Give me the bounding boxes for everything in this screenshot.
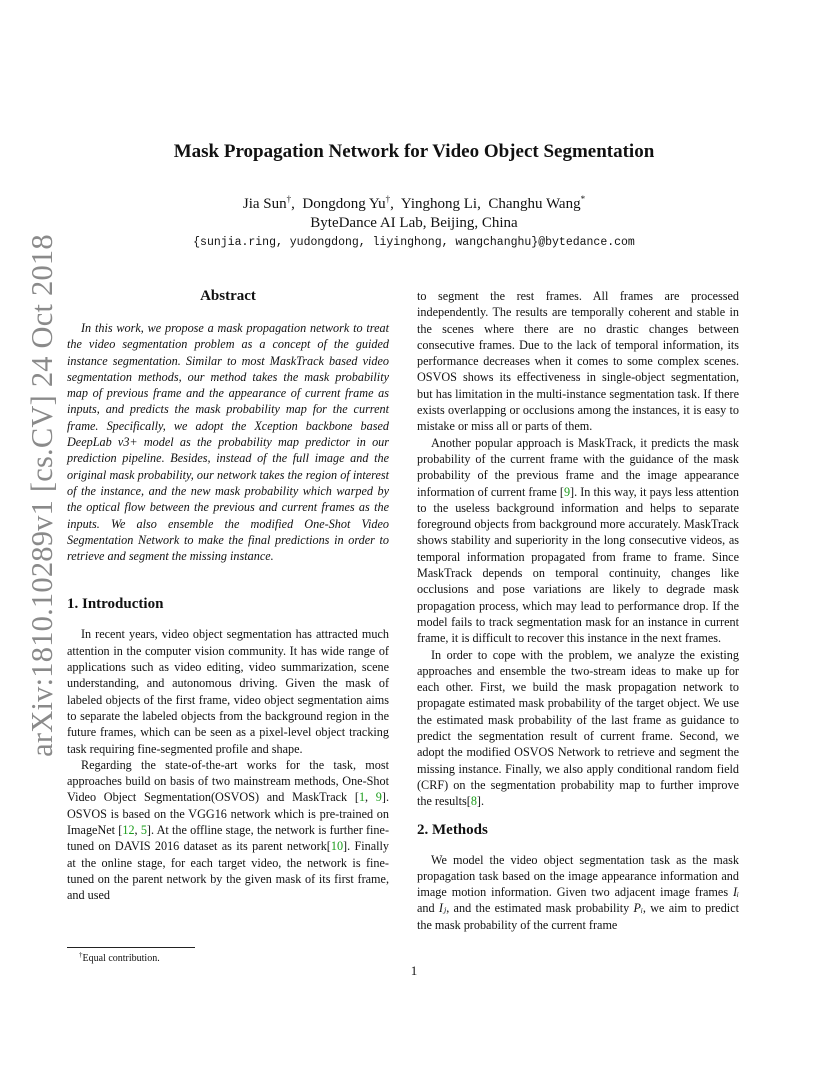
dagger-mark: † — [286, 194, 292, 204]
text-run: We model the video object segmentation task as the mask propagation task based on the image appearance information and image motion information. Given two adjacent image frames — [417, 852, 739, 900]
methods-paragraph-1 — [417, 852, 739, 933]
intro-paragraph-2 — [67, 757, 389, 904]
author-2: Dongdong Yu — [302, 196, 386, 212]
text-run: ]. OSVOS is based on the VGG16 network which is pre-trained on ImageNet [ — [67, 790, 389, 838]
text-run: Another popular approach is MaskTrack, it predicts the mask probability of the current frame with the guidance of the mask probability of the previous frame and the image appearance information of current frame [ — [417, 435, 739, 499]
text-run: , — [134, 823, 141, 838]
math-var: Iᵢ — [733, 885, 739, 900]
abstract-heading: Abstract — [200, 288, 256, 304]
text-run: , and the estimated mask probability — [446, 901, 634, 916]
citation-link[interactable]: 8 — [470, 794, 477, 809]
author-4: Changhu Wang — [488, 196, 581, 212]
text-run: In order to cope with the problem, we analyze the existing approaches and ensemble the two-stream ideas to make up for each other. First, we build the mask propagation network to propagate estimated mask probability of the target object. We use the estimated mask probability of the last frame as guidance to predict the segmentation result of current frame. Second, we adopt the modified OSVOS Network to retrieve and segment the missing instance. Finally, we also apply conditional random field (CRF) on the segmentation probability map to further improve the results[ — [417, 647, 739, 809]
dagger-mark: † — [385, 194, 391, 204]
math-var: Iⱼ — [438, 901, 447, 916]
author-emails: {sunjia.ring, yudongdong, liyinghong, wangchanghu}@bytedance.com — [193, 236, 635, 249]
citation-link[interactable]: 10 — [330, 839, 344, 854]
intro-paragraph-1: In recent years, video object segmentation has attracted much attention in the computer vision community. It has wide range of applications such as video editing, video summarization, scene understanding, and autonomous driving. Given the mask of labeled objects of the first frame, video object segmentation aims to separate the labeled objects from the background region in the future frames, which can be seen as a pixel-level object tracking task requiring fine-segmented profile and shape. — [67, 627, 389, 756]
corresponding-mark: * — [580, 194, 586, 204]
page-number: 1 — [410, 963, 418, 978]
text-run: ]. — [476, 794, 485, 809]
text-run: and — [417, 901, 439, 916]
text-run: , — [365, 790, 376, 805]
citation-link[interactable]: 9 — [563, 484, 571, 499]
text-run: ]. Finally at the online stage, for each target video, the network is fine-tuned on the parent network by the given mask of its first frame, and used — [67, 839, 389, 903]
footnote-rule — [67, 947, 195, 948]
intro-paragraph-4 — [417, 647, 739, 810]
citation-link[interactable]: 12 — [122, 823, 135, 838]
footnote-mark: † — [79, 951, 83, 959]
methods-heading: 2. Methods — [417, 821, 488, 838]
intro-paragraph-3 — [417, 435, 739, 647]
right-column — [417, 288, 739, 933]
math-var: Pᵢ — [633, 901, 643, 916]
author-1: Jia Sun — [242, 196, 287, 212]
abstract-text: In this work, we propose a mask propagation network to treat the video segmentation problem as a concept of the guided instance segmentation. Similar to most MaskTrack based video segmentation methods, our method takes the mask probability map of previous frame and the appearance of current frame as inputs, and predicts the mask probability map for the current frame. Specifically, we adopt the Xception backbone based DeepLab v3+ model as the probability map predictor in our prediction pipeline. Besides, instead of the full image and the original mask probability, our network takes the region of interest of the instance, and the new mask probability which warped by the optical flow between the previous and current frames as the inputs. We also ensemble the modified One-Shot Video Segmentation Network to make the final predictions in order to retrieve and segment the missing instance. — [67, 321, 389, 564]
citation-link[interactable]: 5 — [140, 823, 147, 838]
left-column — [67, 288, 389, 904]
citation-link[interactable]: 9 — [375, 790, 382, 805]
arxiv-stamp — [24, 233, 60, 757]
footnote-text: Equal contribution. — [82, 953, 160, 964]
text-run: Regarding the state-of-the-art works for the task, most approaches build on basis of two mainstream methods, One-Shot Video Object Segmentation(OSVOS) and MaskTrack [ — [67, 757, 389, 805]
affiliation: ByteDance AI Lab, Beijing, China — [310, 215, 518, 231]
text-run: ]. In this way, it pays less attention to the useless background information and helps to separate foreground objects from background more accurately. MaskTrack shows stability and superiority in the long consecutive videos, as temporal information propagated from frame to frame. Since MaskTrack depends on temporal continuity, changes like occlusions and pose variations are likely to degrade mask propagation process, which may lead to performance drop. If the model fails to track segmentation mask for an instance in current frame, it is difficult to recover this instance in the next frames. — [417, 484, 739, 646]
text-run: , we aim to predict the mask probability of the current frame — [417, 901, 739, 932]
text-run: ]. At the offline stage, the network is further fine-tuned on DAVIS 2016 dataset as its parent network[ — [67, 823, 389, 854]
paper-title: Mask Propagation Network for Video Object Segmentation — [173, 141, 655, 162]
arxiv-stamp-text: arXiv:1810.10289v1 [cs.CV] 24 Oct 2018 — [24, 233, 59, 757]
introduction-heading: 1. Introduction — [67, 596, 164, 613]
citation-link[interactable]: 1 — [358, 790, 366, 805]
author-3: Yinghong Li — [400, 196, 478, 212]
intro-continued-paragraph: to segment the rest frames. All frames are processed independently. The results are temporally coherent and stable in the scenes where there are no drastic changes between consecutive frames. Due to the lack of temporal information, its performance decreases when it comes to some complex scenes. OSVOS shows its effectiveness in single-object segmentation, but has limitation in the multi-instance segmentation task. If there exists overlapping or occlusions among the instances, it is easy to mistake or miss all or parts of them. — [417, 289, 739, 434]
author-list: Jia Sun†, Dongdong Yu†, Yinghong Li, Changhu Wang* — [242, 194, 586, 212]
